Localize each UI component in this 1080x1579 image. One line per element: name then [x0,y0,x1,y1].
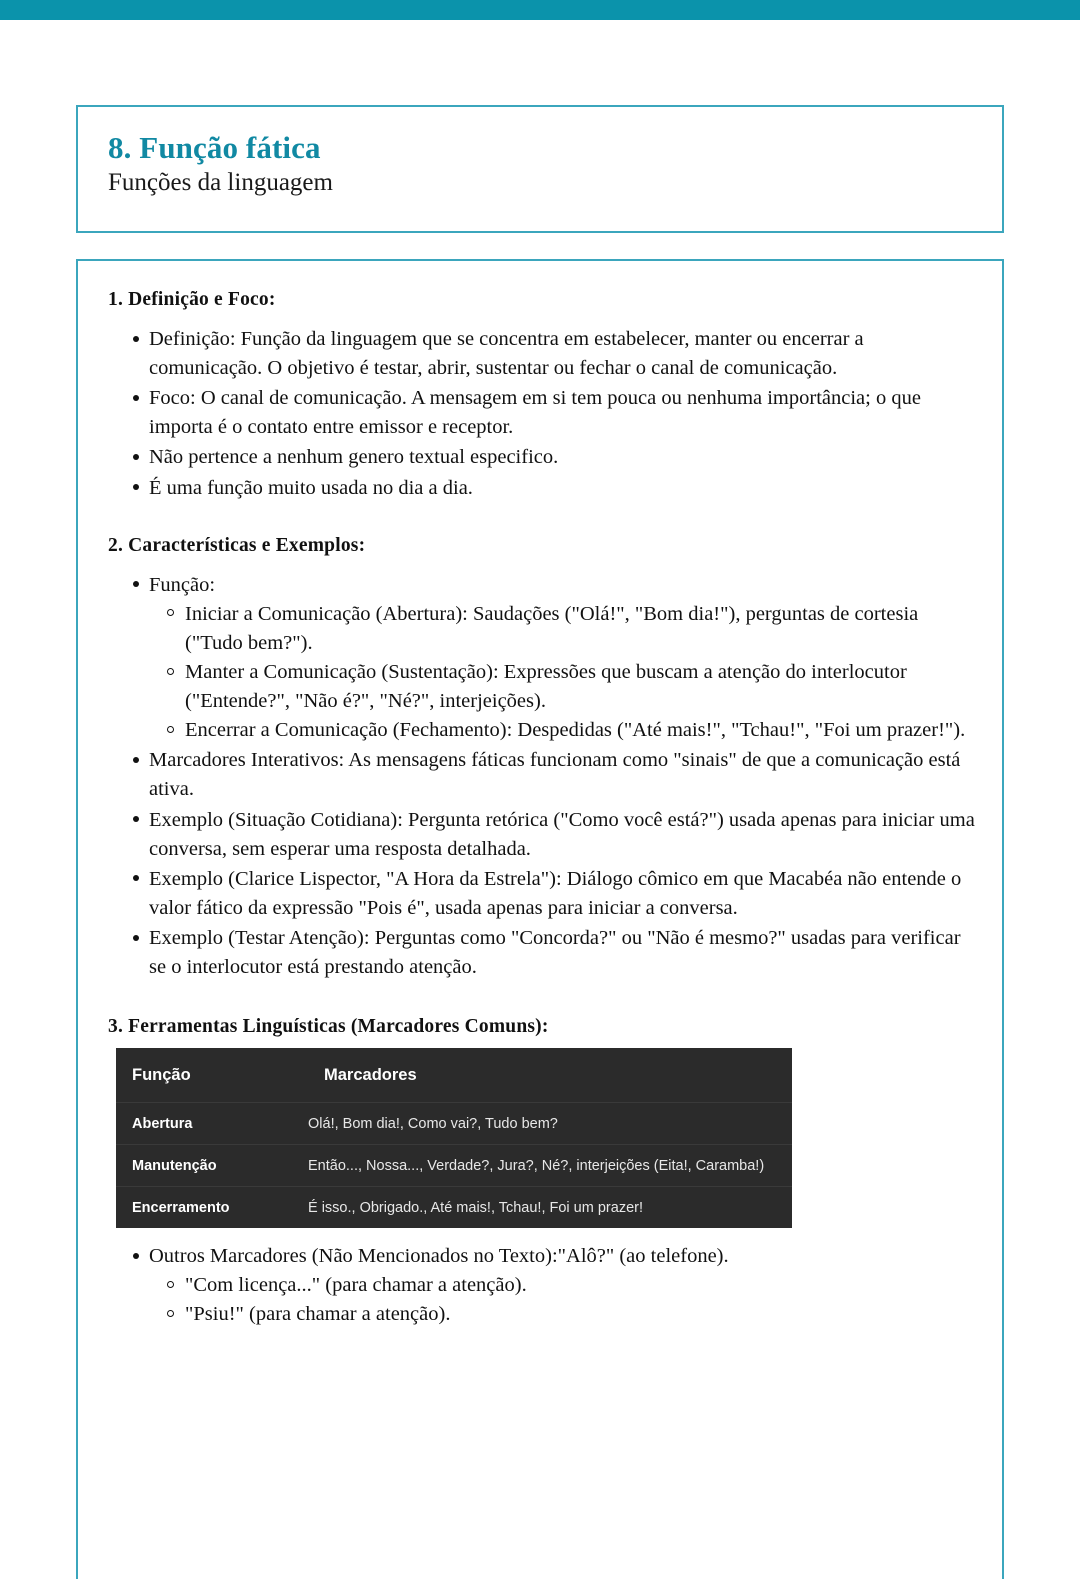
list-item-text: Encerrar a Comunicação (Fechamento): Despedidas ("Até mais!", "Tchau!", "Foi um prazer!"). [185,719,966,742]
table-row [116,1187,792,1229]
bullet-disc-icon [133,336,139,342]
section-3-heading: 3. Ferramentas Linguísticas (Marcadores Comuns): [108,1016,549,1038]
list-item [149,600,976,658]
list-item [108,325,976,383]
list-item-text: Exemplo (Testar Atenção): Perguntas como "Concorda?" ou "Não é mesmo?" usadas para verificar se o interlocutor está prestando atenção. [149,926,961,979]
list-item [108,384,976,442]
bullet-disc-icon [133,935,139,941]
table-cell-marcadores: Olá!, Bom dia!, Como vai?, Tudo bem? [308,1115,558,1132]
bullet-circle-icon [167,1310,174,1317]
list-item-text: Não pertence a nenhum genero textual especifico. [149,446,559,469]
list-item-text: Manter a Comunicação (Sustentação): Expressões que buscam a atenção do interlocutor ("Entende?", "Não é?", "Né?", interjeições). [185,660,907,713]
table-cell-marcadores: É isso., Obrigado., Até mais!, Tchau!, Foi um prazer! [308,1199,643,1216]
bullet-disc-icon [133,757,139,763]
page-title: 8. Função fática [108,130,321,165]
bullet-disc-icon [133,875,139,881]
bullet-disc-icon [133,581,139,587]
list-item-text: Definição: Função da linguagem que se concentra em estabelecer, manter ou encerrar a comunicação. O objetivo é testar, abrir, sustentar ou fechar o canal de comunicação. [149,328,864,380]
table-row [116,1145,792,1187]
list-item [149,658,976,716]
list-item-text: É uma função muito usada no dia a dia. [149,476,473,499]
list-item-text: Iniciar a Comunicação (Abertura): Saudações ("Olá!", "Bom dia!"), perguntas de cortesia ("Tudo bem?"). [185,602,919,654]
content-panel [76,259,1004,1579]
list-item-text: "Psiu!" (para chamar a atenção). [185,1303,451,1326]
table-header-row [116,1048,792,1103]
list-item [149,1300,976,1329]
list-item-text: Exemplo (Situação Cotidiana): Pergunta retórica ("Como você está?") usada apenas para iniciar uma conversa, sem esperar uma resposta detalhada. [149,808,975,860]
list-item [149,716,976,745]
table-cell-marcadores: Então..., Nossa..., Verdade?, Jura?, Né?, interjeições (Eita!, Caramba!) [308,1157,765,1174]
list-item [108,746,976,804]
list-item [149,1271,976,1300]
table-cell-funcao: Abertura [132,1115,193,1132]
table-cell-funcao: Manutenção [132,1157,217,1174]
markers-table [116,1048,792,1228]
bullet-circle-icon [167,668,174,675]
list-item [108,806,976,864]
top-accent-bar [0,0,1080,20]
list-item [108,474,976,503]
table-cell-funcao: Encerramento [132,1199,230,1216]
bullet-disc-icon [133,395,139,401]
bullet-circle-icon [167,726,174,733]
table-header-marcadores: Marcadores [324,1065,417,1084]
section-3-list [108,1242,976,1329]
table-header-funcao: Função [132,1065,191,1084]
list-item [108,1242,976,1329]
list-item [108,571,976,746]
list-item-text: "Com licença..." (para chamar a atenção). [185,1274,527,1297]
list-item [108,865,976,923]
bullet-circle-icon [167,609,174,616]
bullet-disc-icon [133,454,139,460]
list-item-text: Função: [149,573,216,596]
list-item-text: Foco: O canal de comunicação. A mensagem em si tem pouca ou nenhuma importância; o que importa é o contato entre emissor e receptor. [149,387,921,439]
bullet-disc-icon [133,816,139,822]
bullet-circle-icon [167,1281,174,1288]
section-3-sublist [149,1271,976,1329]
bullet-disc-icon [133,484,139,490]
table-row [116,1103,792,1145]
section-1-heading: 1. Definição e Foco: [108,289,276,310]
list-item-text: Exemplo (Clarice Lispector, "A Hora da Estrela"): Diálogo cômico em que Macabéa não entende o valor fático da expressão "Pois é", usada apenas para iniciar a conversa. [149,867,962,919]
list-item-text: Marcadores Interativos: As mensagens fáticas funcionam como "sinais" de que a comunicação está ativa. [149,749,961,801]
section-2-heading: 2. Características e Exemplos: [108,534,366,556]
bullet-disc-icon [133,1253,139,1259]
page-subtitle: Funções da linguagem [108,168,333,196]
list-item-text: Outros Marcadores (Não Mencionados no Texto):"Alô?" (ao telefone). [149,1245,729,1268]
section-2-list [108,571,976,983]
list-item [108,443,976,472]
section-1-list [108,325,976,503]
list-item [108,924,976,982]
section-2-sublist [149,600,976,746]
title-panel [76,105,1004,233]
